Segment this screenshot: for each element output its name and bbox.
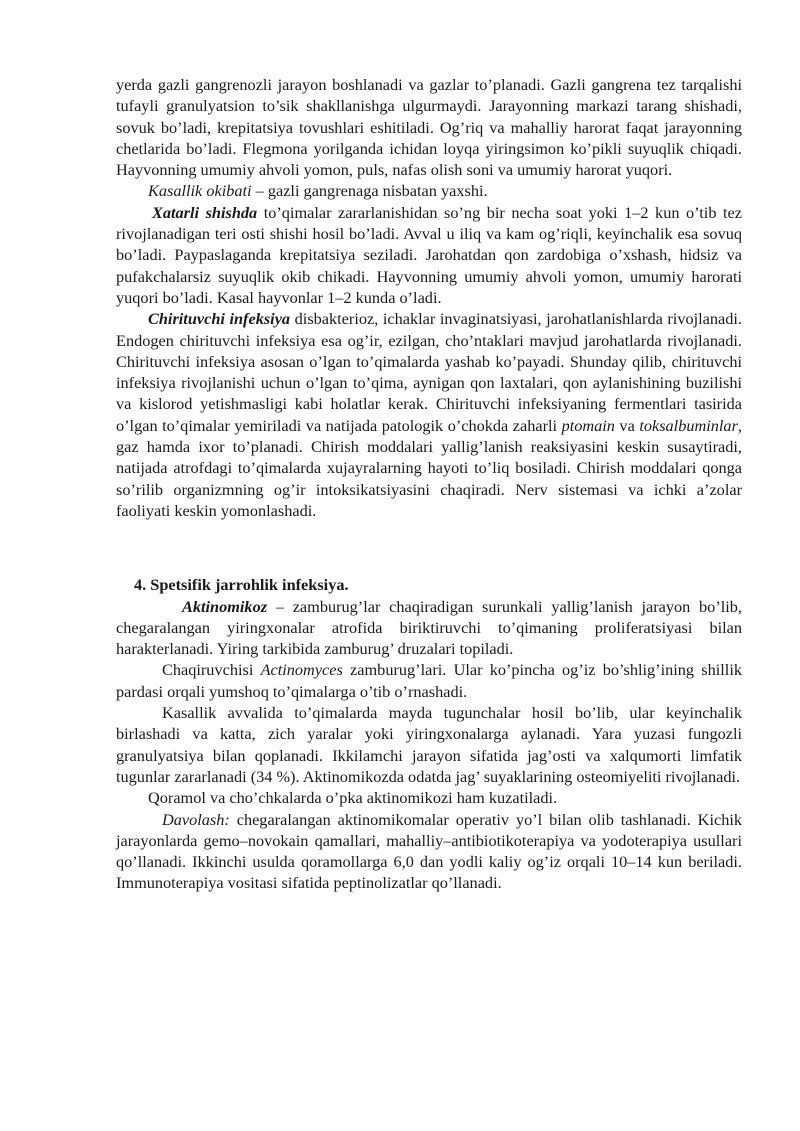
term-toxalbumins: toksalbuminlar bbox=[639, 415, 738, 435]
paragraph-outcome bbox=[116, 180, 742, 201]
section-heading: 4. Spetsifik jarrohlik infeksiya. bbox=[134, 575, 349, 595]
section-gap bbox=[116, 521, 742, 574]
paragraph-actinomycosis bbox=[116, 596, 742, 660]
term-outcome: Kasallik okibati bbox=[148, 181, 252, 201]
putrid-text-mid: va bbox=[614, 415, 640, 435]
putrid-text-2: , gaz hamda ixor to’planadi. Chirish moddalari yallig’lanish reaksiyasini keskin susaytiradi, natijada atrofdagi to’qimalarda xujayralarning hayoti to’liq bosiladi. Chirish moddalari qonga so’rilib organizmning og’ir intoksikatsiyasini chaqiradi. Nerv sistemasi va ichki a’zolar faoliyati keskin yomonlashadi. bbox=[116, 415, 742, 520]
causative-text-2: zamburug’lari. Ular ko’pincha og’iz bo’shlig’ining shillik pardasi orqali yumshoq to’qimalarga o’tib o’rnashadi. bbox=[116, 660, 742, 701]
paragraph-putrid-infection bbox=[116, 308, 742, 521]
paragraph-causative-agent bbox=[116, 659, 742, 702]
term-putrid-infection: Chirituvchi infeksiya bbox=[148, 309, 291, 329]
term-actinomycosis: Aktinomikoz bbox=[182, 596, 268, 616]
paragraph-malignant-edema bbox=[116, 202, 742, 308]
causative-text-1: Chaqiruvchisi bbox=[162, 660, 261, 680]
term-ptomain: ptomain bbox=[561, 415, 615, 435]
actinomycosis-text: – zamburug’lar chaqiradigan surunkali yallig’lanish jarayon bo’lib, chegaralangan yiringxonalar atrofida biriktiruvchi to’qimaning proliferatsiyasi bilan harakterlanadi. Yiring tarkibida zamburug’ druzalari topiladi. bbox=[116, 596, 742, 659]
outcome-text: – gazli gangrenaga nisbatan yaxshi. bbox=[251, 181, 488, 201]
paragraph-disease-course: Kasallik avvalida to’qimalarda mayda tugunchalar hosil bo’lib, ular keyinchalik birlashadi va katta, zich yaralar yoki yiringxonalarga aylanadi. Yara yuzasi fungozli granulyatsiya bilan qoplanadi. Ikkilamchi jarayon sifatida jag’osti va xalqumorti limfatik tugunlar zararlanadi (34 %). Aktinomikozda odatda jag’ suyaklarining osteomiyeliti rivojlanadi. bbox=[116, 703, 742, 786]
putrid-text-1: disbakterioz, ichaklar invaginatsiyasi, jarohatlanishlarda rivojlanadi. Endogen chirituvchi infeksiya esa og’ir, ezilgan, cho’ntaklari mavjud jarohatlarda rivojlanadi. Chirituvchi infeksiya asosan o’lgan to’qimalarda yashab ko’payadi. Shunday qilib, chirituvchi infeksiya rivojlanishi uchun o’lgan to’qima, aynigan qon laxtalari, qon aylanishining buzilishi va kislorod yetishmasligi kabi holatlar kerak. Chirituvchi infeksiyaning fermentlari tasirida o’lgan to’qimalar yemiriladi va natijada patologik o’chokda zaharli bbox=[116, 309, 742, 435]
paragraph-treatment bbox=[116, 809, 742, 894]
malignant-edema-text: to’qimalar zararlanishidan so’ng bir necha soat yoki 1–2 kun o’tib tez rivojlanadigan teri osti shishi hosil bo’ladi. Avval u iliq va kam og’riqli, keyinchalik esa sovuq bo’ladi. Paypaslaganda krepitatsiya seziladi. Jarohatdan qon zardobiga o’xshash, hidsiz va pufakchalarsiz suyuqlik okib chikadi. Hayvonning umumiy ahvoli yomon, umumiy harorati yuqori bo’ladi. Kasal hayvonlar 1–2 kunda o’ladi. bbox=[116, 202, 742, 307]
term-treatment: Davolash: bbox=[162, 809, 230, 829]
paragraph-lung-actinomycosis: Qoramol va cho’chkalarda o’pka aktinomikozi ham kuzatiladi. bbox=[148, 788, 558, 808]
term-malignant-edema: Xatarli shishda bbox=[152, 202, 258, 222]
treatment-text: chegaralangan aktinomikomalar operativ yo’l bilan olib tashlanadi. Kichik jarayonlarda gemo–novokain qamallari, mahalliy–antibiotikoterapiya va yodoterapiya usullari qo’llanadi. Ikkinchi usulda qoramollarga 6,0 dan yodli kaliy og’iz orqali 10–14 kun beriladi. Immunoterapiya vositasi sifatida peptinolizatlar qo’llanadi. bbox=[116, 809, 742, 893]
document-page bbox=[116, 74, 742, 894]
term-actinomyces: Actinomyces bbox=[260, 660, 343, 680]
paragraph-gas-gangrene: yerda gazli gangrenozli jarayon boshlanadi va gazlar to’planadi. Gazli gangrena tez tarqalishi tufayli granulyatsion to’sik shakllanishga ulgurmaydi. Jarayonning markazi tarang shishadi, sovuk bo’ladi, krepitatsiya tovushlari eshitiladi. Og’riq va mahalliy harorat faqat jarayonning chetlarida bo’ladi. Flegmona yorilganda ichidan loyqa yiringsimon ko’pikli suyuqlik chiqadi. Hayvonning umumiy ahvoli yomon, puls, nafas olish soni va umumiy harorat yuqori. bbox=[116, 75, 742, 180]
